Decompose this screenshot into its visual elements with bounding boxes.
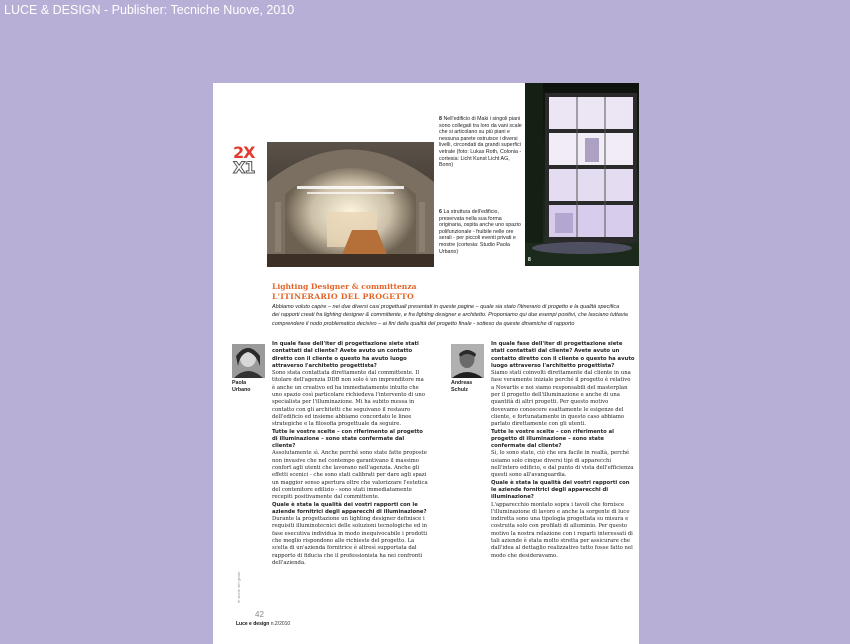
interior-vault-image — [267, 142, 434, 267]
photo-number-8: 8 — [528, 257, 531, 263]
caption-8-number: 8 — [439, 116, 442, 122]
logo-top: 2X — [233, 143, 255, 162]
caption-6-text: La struttura dell'edificio, preservata nella sua forma originaria, ospita anche uno spazio polifunzionale - fruibile nelle ore serali - per piccoli eventi privati e mostre (cortesia: Studio Paola Urbano) — [439, 209, 521, 255]
name-paola-urbano — [232, 380, 251, 394]
portrait-paola-urbano — [232, 344, 265, 378]
name-andreas-schulz — [451, 380, 472, 394]
article-intro: Abbiamo voluto capire – nei due diversi casi progettuali presentati in queste pagine – quale sia stato l'itinerario di progetto e la qualità specifica dei rapporti creati fra lighting designer & committente, e fra lighting designer e architetto. Proponiamo qui due esempi positivi, che lasciano tuttavia comprendere il nodo problematico decisivo – ai fini della qualità del progetto finale - sotteso da queste dinamiche di rapporto — [272, 304, 628, 327]
footer-magazine — [236, 621, 290, 627]
left-question-2: Tutte le vostre scelte – con riferimento al progetto di illuminazione – sono state confermate dal cliente? — [272, 428, 423, 450]
name-first: Paola — [232, 380, 247, 386]
interior-vault-photo — [267, 142, 434, 267]
left-answer-2: Assolutamente sì. Anche perché sono state fatte proposte non invasive che nel contempo garantivano il massimo confort agli utenti che lavorano nell'agenzia. Anche gli effetti scenici - che sono stati calibrati per dare agli spazi un maggior senso apertura oltre che valorizzare l'estetica del contenitore edilizio - sono stati immediatamente recepiti positivamente dal committente. — [272, 450, 428, 501]
left-question-1: In quale fase dell'iter di progettazione siete stati contattati dal cliente? Avete avuto un contatto diretto con il cliente o questo ha avuto luogo attraverso l'architetto progettista? — [272, 341, 419, 369]
caption-8 — [439, 116, 523, 169]
caption-6 — [439, 209, 525, 255]
portrait-andreas-schulz-image — [451, 344, 484, 378]
name-first: Andreas — [451, 380, 473, 386]
article-kicker: Lighting Designer & committenza — [272, 282, 417, 291]
left-question-3: Quale è stata la qualità dei vostri rapporti con le aziende fornitrici degli apparecchi di illuminazione? — [272, 501, 427, 515]
portrait-andreas-schulz — [451, 344, 484, 378]
left-answer-3: Durante la progettazione un lighting designer definisce i requisiti illuminotecnici delle soluzioni tecnologiche ed in fase esecutiva individua in modo inequivocabile i prodotti che meglio rispondono alle richieste del progetto. La scelta di un'azienda fornitrice è altresì supportata dal rapporto di fiducia che il professionista ha nei confronti dell'azienda. — [272, 516, 428, 566]
name-last: Urbano — [232, 386, 251, 393]
section-logo — [233, 145, 267, 175]
right-answer-1: Siamo stati coinvolti direttamente dal cliente in una fase veramente iniziale perché il progetto è relativo a Novartis e noi siamo responsabili del masterplan per il progetto dell'illuminazione e anche di una quantità di altri progetti. Per questo motivo dovevamo conoscere esattamente le esigenze del cliente, e fortunatamente in questo caso abbiamo parlato direttamente con gli utenti. — [491, 370, 631, 428]
interview-column-left — [272, 341, 428, 567]
portrait-paola-urbano-image — [232, 344, 265, 378]
right-answer-2: Sì, lo sono state, ciò che era facile in realtà, perché usiamo solo cinque diversi tipi di apparecchi nell'intero edificio, e dal punto di vista dell'efficienza questi sono all'avanguardia. — [491, 450, 634, 479]
right-answer-3: L'apparecchio montato sopra i tavoli che fornisce l'illuminazione di lavoro e anche la sorgente di luce indiretta sono una tipologia progettata su misura e costruita solo con profilati di alluminio. Per questo motivo la nostra relazione con i reparti interessati di tali aziende è stata molto stretta per assicurare che dall'idea al dettaglio realizzativo tutto fosse fatto nel modo che desideravamo. — [491, 501, 633, 559]
right-question-3: Quale è stata la qualità dei vostri rapporti con le aziende fornitrici degli apparecchi di illuminazione? — [491, 479, 630, 501]
building-facade-photo — [525, 83, 639, 266]
name-last: Schulz — [451, 386, 469, 393]
left-answer-1: Sono stata contattata direttamente dal committente. Il titolare dell'agenzia DDB non solo è un imprenditore ma è anche un creativo ed ha immediatamente intuito che uno spazio così particolare richiedeva l'intervento di uno specialista per l'illuminazione. Mi ha subito messa in contatto con gli architetti che seguivano il restauro dell'edificio ed insieme abbiamo concordato le linee strategiche e la filosofia progettuale da seguire. — [272, 370, 425, 428]
footer-magazine-name: Luce e design — [236, 621, 270, 627]
caption-8-text: Nell'edificio di Maki i singoli piani sono collegati tra loro da vani scale che si articolano su più piani e nessuna parete ostruisce i diversi livelli, circondati da grandi superfici vetrate (foto: Lukas Roth, Colonia - cortesia: Licht Kunst Licht AG, Bonn) — [439, 116, 522, 169]
logo-bottom: X1 — [233, 158, 255, 177]
footer-magazine-issue: n.2/2010 — [270, 621, 291, 627]
interview-column-right — [491, 341, 635, 560]
header-caption: LUCE & DESIGN - Publisher: Tecniche Nuove, 2010 — [4, 3, 295, 17]
right-question-1: In quale fase dell'iter di progettazione siete stati contattati dal cliente? Avete avuto un contatto diretto con il cliente o questo ha avuto luogo attraverso l'architetto progettista? — [491, 341, 635, 369]
caption-6-number: 6 — [439, 209, 442, 215]
page-number: 42 — [255, 610, 264, 619]
footer-section-label: le storie del gesto — [236, 571, 241, 603]
building-facade-image — [525, 83, 639, 266]
magazine-page — [213, 83, 639, 644]
right-question-2: Tutte le vostre scelte – con riferimento al progetto di illuminazione – sono state confermate dal cliente? — [491, 428, 614, 450]
article-title: L'ITINERARIO DEL PROGETTO — [272, 292, 414, 301]
